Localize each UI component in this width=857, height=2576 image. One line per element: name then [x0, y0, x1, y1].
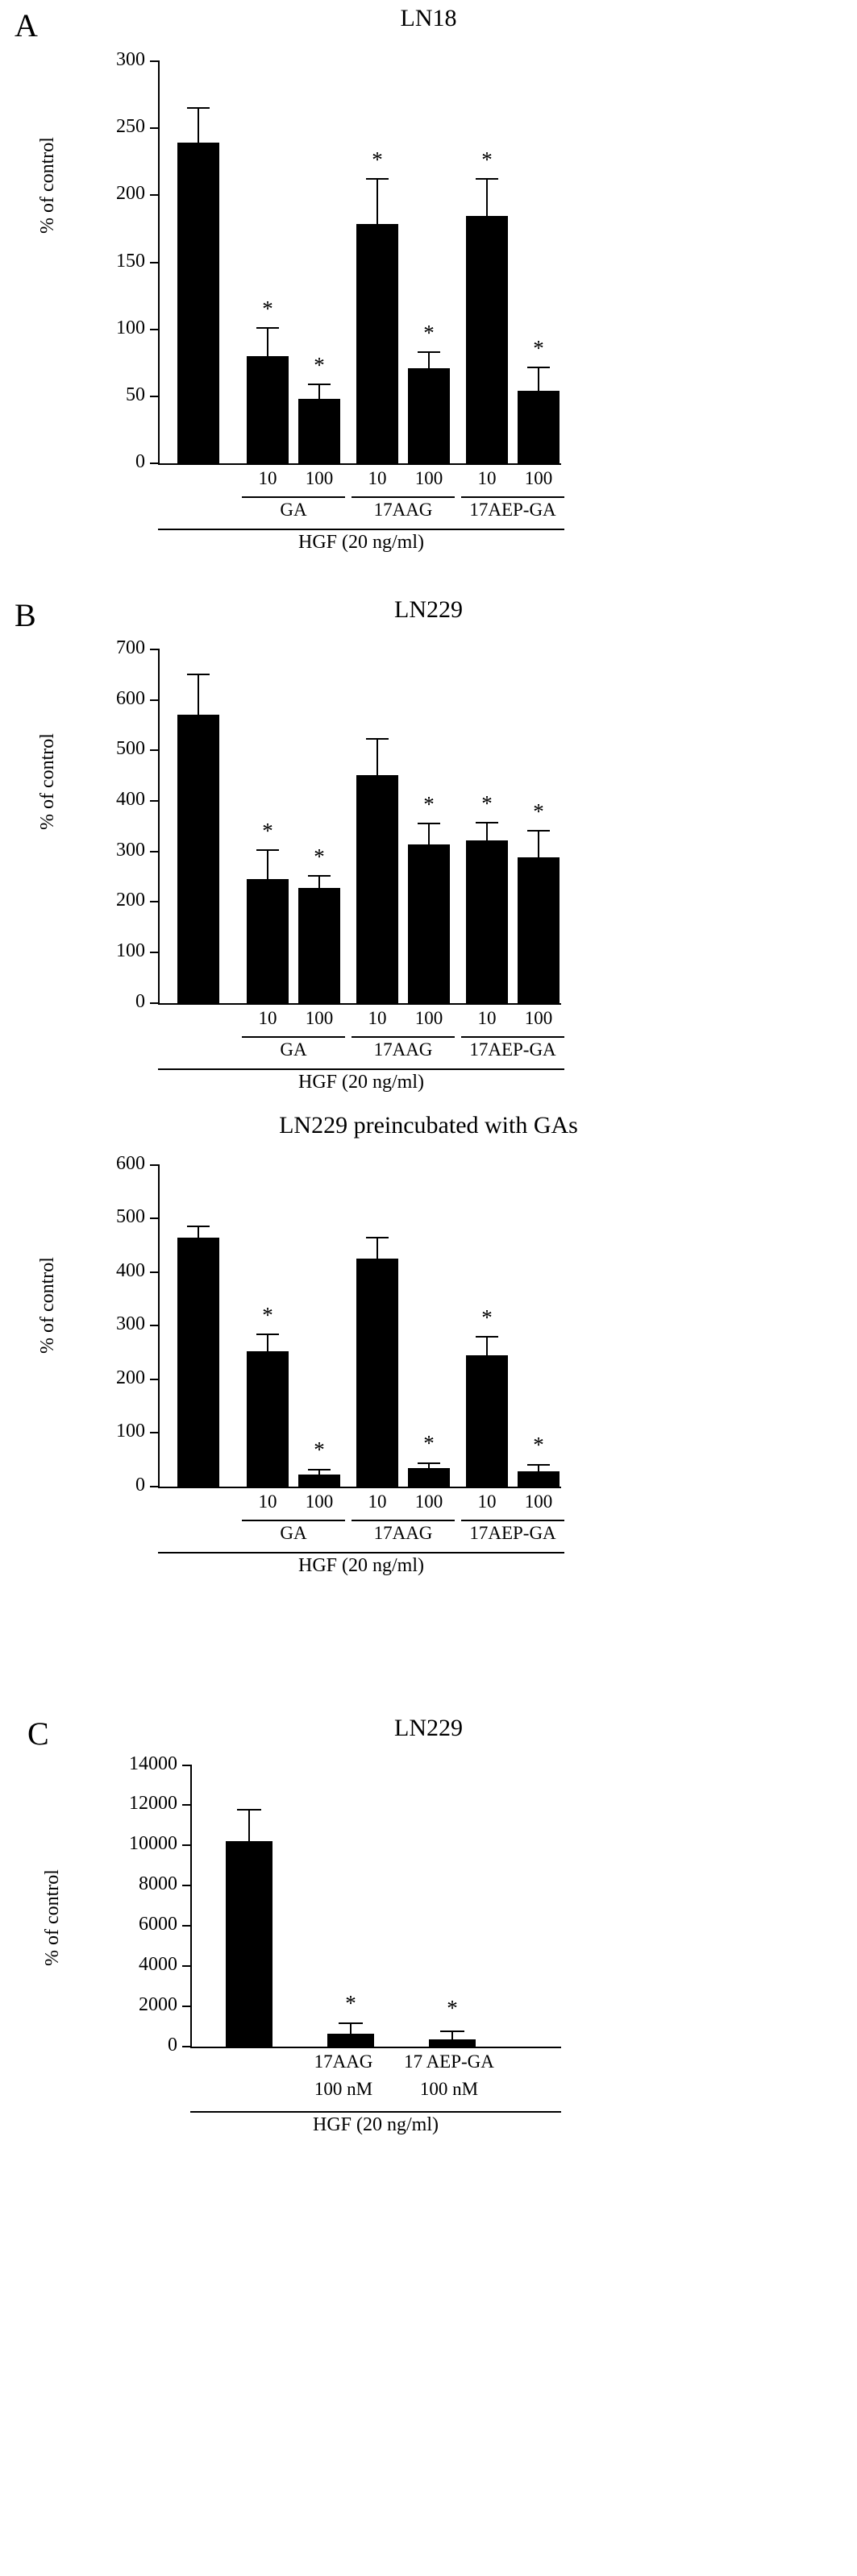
significance-star: * [423, 321, 435, 345]
panel-b2-bars [160, 1152, 563, 1487]
bar-slot [518, 637, 560, 1003]
bar-slot [429, 1757, 476, 2047]
dose-label: 100 [414, 1491, 443, 1512]
group-label: GA [280, 500, 307, 520]
error-bar [198, 109, 199, 143]
y-tick-label: 8000 [139, 1873, 177, 1894]
error-bar [376, 740, 378, 775]
error-cap [476, 822, 498, 823]
y-tick [150, 1325, 158, 1326]
error-cap [237, 1809, 261, 1811]
cat-label-line2: 100 nM [419, 2079, 479, 2099]
panel-b-letter: B [15, 597, 36, 633]
bar [466, 840, 508, 1003]
y-tick-label: 100 [116, 1421, 145, 1441]
y-tick-label: 200 [116, 890, 145, 911]
y-tick-label: 10000 [129, 1833, 177, 1854]
error-bar [486, 180, 488, 216]
significance-star: * [481, 147, 493, 172]
dose-label: 10 [258, 1008, 277, 1028]
bar-slot [247, 637, 289, 1003]
panel-c-bars [192, 1757, 547, 2047]
dose-label: 100 [524, 1491, 553, 1512]
hgf-line [158, 1552, 564, 1553]
bar-slot [518, 48, 560, 463]
error-cap [527, 367, 550, 368]
hgf-line [158, 1068, 564, 1070]
y-tick-label: 200 [116, 1367, 145, 1388]
error-cap [440, 2031, 464, 2032]
panel-a-baseline [158, 463, 561, 465]
y-tick [182, 1965, 190, 1967]
group-label: 17AEP-GA [469, 500, 556, 520]
bar [327, 2034, 374, 2047]
error-bar [538, 368, 539, 391]
panel-c-ylabel: % of control [42, 1869, 63, 1966]
bar [408, 844, 450, 1003]
significance-star: * [533, 1433, 544, 1457]
dose-label: 10 [477, 1008, 497, 1028]
bar [298, 888, 340, 1003]
group-label: 17AAG [373, 1523, 433, 1543]
error-cap [339, 2022, 363, 2024]
bar [247, 879, 289, 1003]
bar [298, 399, 340, 463]
dose-label: 100 [414, 468, 443, 488]
significance-star: * [262, 819, 273, 843]
y-tick [182, 2046, 190, 2047]
group-line [352, 496, 455, 498]
error-cap [366, 738, 389, 740]
bar-slot [356, 637, 398, 1003]
error-cap [418, 1462, 440, 1464]
panel-a-ylabel: % of control [37, 137, 58, 234]
y-tick [182, 1765, 190, 1766]
y-tick [150, 194, 158, 196]
y-tick-label: 400 [116, 1260, 145, 1281]
significance-star: * [314, 353, 325, 377]
significance-star: * [533, 336, 544, 360]
panel-c-title: LN229 [394, 1715, 463, 1741]
y-tick-label: 14000 [129, 1753, 177, 1774]
panel-c-plot [81, 1753, 822, 2135]
bar [226, 1841, 272, 2047]
y-tick [150, 60, 158, 62]
significance-star: * [345, 1991, 356, 2015]
error-bar [267, 851, 268, 879]
error-bar [538, 1466, 539, 1471]
panel-c [0, 1644, 857, 2576]
panel-b-bars [160, 637, 563, 1003]
y-tick [150, 699, 158, 701]
y-tick [150, 1002, 158, 1004]
dose-label: 10 [258, 1491, 277, 1512]
y-tick [150, 329, 158, 330]
hgf-label: HGF (20 ng/ml) [298, 1555, 424, 1576]
error-cap [476, 1336, 498, 1338]
bar-slot [466, 1152, 508, 1487]
group-line [461, 1036, 564, 1038]
significance-star: * [314, 1437, 325, 1462]
error-cap [527, 830, 550, 832]
y-tick-label: 700 [116, 637, 145, 658]
panel-b2-title: LN229 preincubated with GAs [279, 1112, 578, 1139]
dose-label: 10 [368, 468, 387, 488]
y-tick-label: 600 [116, 1153, 145, 1174]
bar [177, 143, 219, 463]
error-cap [187, 107, 210, 109]
y-tick-label: 12000 [129, 1793, 177, 1814]
panel-b-baseline [158, 1003, 561, 1005]
error-bar [267, 1335, 268, 1351]
y-tick [150, 649, 158, 650]
dose-label: 10 [477, 1491, 497, 1512]
error-bar [248, 1811, 250, 1841]
error-bar [428, 824, 430, 844]
error-cap [418, 351, 440, 353]
y-tick [150, 901, 158, 902]
dose-label: 100 [524, 468, 553, 488]
error-cap [308, 384, 331, 385]
error-cap [187, 1226, 210, 1227]
bar-slot [356, 1152, 398, 1487]
cat-label-line2: 100 nM [314, 2079, 373, 2099]
significance-star: * [372, 147, 383, 172]
y-tick-label: 500 [116, 1206, 145, 1227]
bar [518, 1471, 560, 1487]
y-tick-label: 6000 [139, 1914, 177, 1935]
dose-label: 10 [368, 1491, 387, 1512]
significance-star: * [423, 792, 435, 816]
bar-slot [298, 1152, 340, 1487]
bar-slot [247, 1152, 289, 1487]
panel-a-bars [160, 48, 544, 463]
bar-slot [356, 48, 398, 463]
error-bar [376, 180, 378, 224]
y-tick [150, 127, 158, 129]
dose-label: 10 [477, 468, 497, 488]
bar [177, 715, 219, 1003]
panel-c-letter: C [27, 1715, 49, 1752]
group-line [352, 1036, 455, 1038]
panel-b2-baseline [158, 1487, 561, 1488]
error-cap [308, 1469, 331, 1471]
y-tick-label: 50 [126, 384, 145, 405]
y-tick-label: 150 [116, 251, 145, 272]
panel-b-preincubated [0, 1112, 857, 1628]
y-tick [150, 1432, 158, 1433]
y-tick [150, 463, 158, 464]
y-tick [150, 952, 158, 953]
y-tick-label: 500 [116, 738, 145, 759]
error-bar [486, 1338, 488, 1355]
y-tick [150, 800, 158, 802]
dose-label: 100 [414, 1008, 443, 1028]
bar [408, 1468, 450, 1487]
y-tick [182, 2006, 190, 2007]
error-cap [366, 178, 389, 180]
error-cap [256, 327, 279, 329]
y-tick-label: 4000 [139, 1954, 177, 1975]
y-tick [150, 396, 158, 397]
y-tick [182, 1804, 190, 1806]
hgf-label: HGF (20 ng/ml) [298, 1072, 424, 1093]
bar [177, 1238, 219, 1487]
error-cap [256, 1334, 279, 1335]
error-bar [486, 823, 488, 840]
group-label: GA [280, 1523, 307, 1543]
y-tick-label: 600 [116, 688, 145, 709]
error-cap [308, 875, 331, 877]
bar [356, 224, 398, 463]
significance-star: * [423, 1431, 435, 1455]
y-tick-label: 0 [135, 451, 145, 472]
significance-star: * [481, 791, 493, 815]
error-bar [376, 1238, 378, 1259]
error-cap [418, 823, 440, 824]
cat-label-line1: 17 AEP-GA [404, 2051, 494, 2072]
y-tick-label: 100 [116, 940, 145, 961]
bar [466, 1355, 508, 1487]
dose-label: 10 [258, 468, 277, 488]
panel-b [0, 596, 857, 1112]
bar [408, 368, 450, 463]
dose-label: 100 [524, 1008, 553, 1028]
y-tick-label: 2000 [139, 1994, 177, 2015]
bar [247, 356, 289, 463]
error-bar [318, 385, 320, 399]
y-tick [150, 262, 158, 263]
y-tick [150, 1217, 158, 1219]
y-tick-label: 400 [116, 789, 145, 810]
bar-slot [408, 48, 450, 463]
dose-label: 100 [305, 1491, 334, 1512]
bar-slot [466, 48, 508, 463]
hgf-label: HGF (20 ng/ml) [313, 2114, 439, 2135]
cat-label-line1: 17AAG [314, 2051, 373, 2072]
error-cap [527, 1464, 550, 1466]
bar [298, 1475, 340, 1487]
group-label: 17AEP-GA [469, 1039, 556, 1060]
significance-star: * [262, 1303, 273, 1327]
bar-slot [226, 1757, 272, 2047]
bar-slot [408, 1152, 450, 1487]
group-line [242, 1520, 345, 1521]
error-bar [428, 1464, 430, 1468]
y-tick [150, 1379, 158, 1380]
panel-b-title: LN229 [394, 596, 463, 623]
y-tick-label: 0 [168, 2035, 177, 2055]
significance-star: * [447, 1996, 458, 2020]
bar-slot [177, 48, 219, 463]
y-tick [150, 1271, 158, 1273]
significance-star: * [533, 799, 544, 823]
y-tick [150, 749, 158, 751]
bar [466, 216, 508, 463]
error-bar [318, 877, 320, 888]
panel-a [0, 0, 857, 596]
error-bar [198, 1227, 199, 1238]
y-tick [182, 1885, 190, 1886]
bar [429, 2039, 476, 2047]
y-tick-label: 300 [116, 49, 145, 70]
error-bar [428, 353, 430, 368]
bar [247, 1351, 289, 1487]
panel-c-baseline [190, 2047, 561, 2048]
hgf-label: HGF (20 ng/ml) [298, 532, 424, 553]
bar [518, 857, 560, 1003]
error-cap [366, 1237, 389, 1238]
bar-slot [466, 637, 508, 1003]
group-line [461, 496, 564, 498]
error-bar [267, 329, 268, 356]
error-cap [476, 178, 498, 180]
error-bar [318, 1471, 320, 1475]
bar-slot [247, 48, 289, 463]
y-tick [150, 851, 158, 852]
group-label: 17AAG [373, 500, 433, 520]
y-tick-label: 0 [135, 991, 145, 1012]
dose-label: 100 [305, 468, 334, 488]
group-label: 17AAG [373, 1039, 433, 1060]
significance-star: * [262, 297, 273, 321]
bar-slot [327, 1757, 374, 2047]
error-bar [451, 2032, 453, 2039]
bar [356, 775, 398, 1003]
group-label: 17AEP-GA [469, 1523, 556, 1543]
y-tick [150, 1164, 158, 1166]
panel-b2-ylabel: % of control [37, 1257, 58, 1354]
group-label: GA [280, 1039, 307, 1060]
group-line [242, 496, 345, 498]
bar [518, 391, 560, 463]
panel-a-letter: A [15, 7, 38, 44]
y-tick-label: 100 [116, 317, 145, 338]
y-tick-label: 200 [116, 183, 145, 204]
bar-slot [298, 48, 340, 463]
panel-a-plot [81, 48, 822, 596]
bar-slot [177, 1152, 219, 1487]
bar [356, 1259, 398, 1487]
error-bar [350, 2024, 352, 2034]
error-cap [256, 849, 279, 851]
y-tick-label: 300 [116, 1313, 145, 1334]
significance-star: * [481, 1305, 493, 1329]
significance-star: * [314, 844, 325, 869]
y-tick [182, 1844, 190, 1846]
hgf-line [190, 2111, 561, 2113]
y-tick [182, 1925, 190, 1927]
panel-b-plot [81, 637, 822, 1112]
bar-slot [177, 637, 219, 1003]
y-tick-label: 300 [116, 840, 145, 861]
group-line [352, 1520, 455, 1521]
dose-label: 100 [305, 1008, 334, 1028]
dose-label: 10 [368, 1008, 387, 1028]
y-tick-label: 0 [135, 1475, 145, 1495]
hgf-line [158, 529, 564, 530]
panel-a-title: LN18 [400, 5, 457, 31]
bar-slot [408, 637, 450, 1003]
panel-b-ylabel: % of control [37, 733, 58, 830]
error-bar [538, 832, 539, 857]
y-tick-label: 250 [116, 116, 145, 137]
panel-b2-plot [81, 1152, 822, 1628]
group-line [461, 1520, 564, 1521]
error-bar [198, 675, 199, 715]
y-tick [150, 1486, 158, 1487]
group-line [242, 1036, 345, 1038]
bar-slot [298, 637, 340, 1003]
error-cap [187, 674, 210, 675]
bar-slot [518, 1152, 560, 1487]
